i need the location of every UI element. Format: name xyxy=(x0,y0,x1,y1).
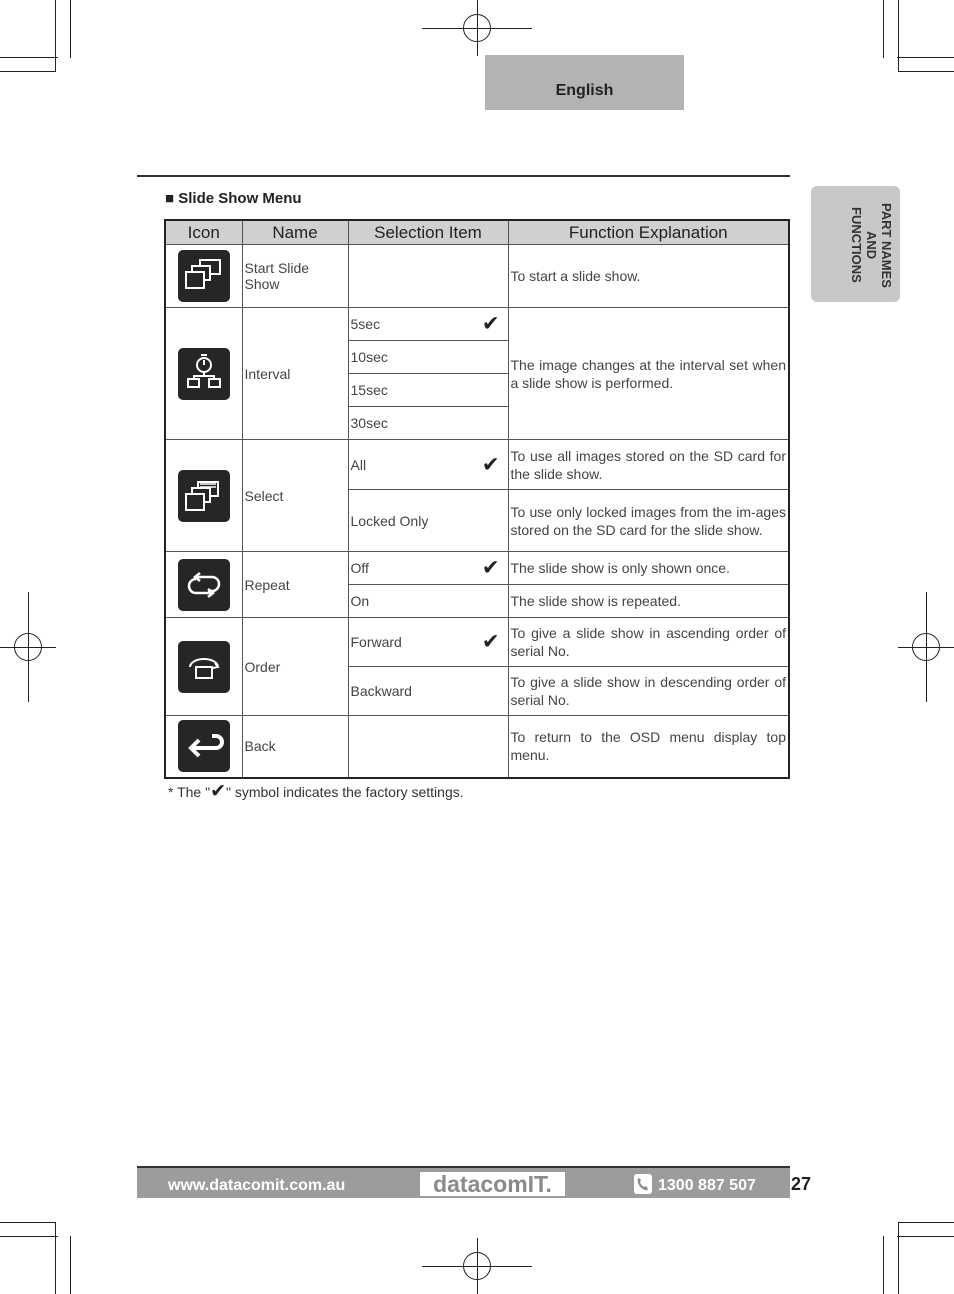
section-title: ■ Slide Show Menu xyxy=(165,190,302,207)
crop-mark xyxy=(55,1222,56,1294)
crop-mark xyxy=(70,1236,71,1294)
phone-number: 1300 887 507 xyxy=(658,1177,756,1194)
selection-item xyxy=(348,407,508,440)
registration-mark xyxy=(14,633,42,661)
selection-item xyxy=(348,585,508,618)
table-row xyxy=(165,552,789,585)
registration-mark xyxy=(463,14,491,42)
selection-item xyxy=(348,440,508,490)
explanation-cell: To give a slide show in ascending order of serial No. xyxy=(508,618,789,667)
icon-cell xyxy=(165,552,242,618)
header-icon: Icon xyxy=(165,220,242,245)
selection-item xyxy=(348,552,508,585)
table-row xyxy=(165,440,789,490)
order-icon xyxy=(178,641,230,693)
default-check-icon: ✔ xyxy=(481,556,500,580)
selection-item xyxy=(348,490,508,552)
crop-mark xyxy=(70,0,71,58)
selection-label: 5sec xyxy=(350,316,381,332)
icon-cell xyxy=(165,308,242,440)
selection-item xyxy=(348,308,508,341)
default-check-icon: ✔ xyxy=(481,312,500,336)
icon-cell xyxy=(165,618,242,716)
section-side-tab xyxy=(811,186,900,302)
explanation-cell: To use all images stored on the SD card for the slide show. xyxy=(508,440,789,490)
name-cell: Select xyxy=(242,440,348,552)
crop-mark xyxy=(0,71,56,72)
side-tab-label: PART NAMES AND FUNCTIONS xyxy=(849,202,894,288)
table-header-row xyxy=(165,220,789,245)
name-cell: Interval xyxy=(242,308,348,440)
repeat-icon xyxy=(178,559,230,611)
icon-cell xyxy=(165,245,242,308)
crop-mark xyxy=(55,0,56,72)
registration-mark xyxy=(912,633,940,661)
factory-settings-footnote xyxy=(168,780,464,803)
phone-icon xyxy=(634,1174,652,1194)
table-row xyxy=(165,716,789,778)
header-name: Name xyxy=(242,220,348,245)
check-icon: ✔ xyxy=(210,781,226,802)
selection-item xyxy=(348,667,508,716)
table-row xyxy=(165,618,789,667)
header-rule xyxy=(137,175,790,177)
header-selection-item: Selection Item xyxy=(348,220,508,245)
crop-mark xyxy=(897,1236,954,1237)
selection-item xyxy=(348,618,508,667)
slide-show-menu-table xyxy=(164,219,790,779)
crop-mark xyxy=(883,0,884,58)
footer-url[interactable]: www.datacomit.com.au xyxy=(168,1177,346,1194)
brand-logo: datacomIT. xyxy=(420,1172,565,1196)
crop-mark xyxy=(898,0,899,72)
back-arrow-icon xyxy=(178,720,230,772)
name-cell: Start Slide Show xyxy=(242,245,348,308)
table-row xyxy=(165,308,789,341)
crop-mark xyxy=(0,57,58,58)
selection-label: Off xyxy=(350,560,369,576)
footnote-suffix: " symbol indicates the factory settings. xyxy=(226,784,464,800)
interval-timer-icon xyxy=(178,348,230,400)
name-cell: Order xyxy=(242,618,348,716)
crop-mark xyxy=(883,1236,884,1294)
selection-label: Locked Only xyxy=(350,512,429,529)
registration-mark xyxy=(463,1252,491,1280)
crop-mark xyxy=(898,1222,954,1223)
crop-mark xyxy=(897,57,954,58)
selection-label: 10sec xyxy=(350,349,388,365)
footnote-prefix: * The " xyxy=(168,784,211,800)
select-images-icon xyxy=(178,470,230,522)
language-label: English xyxy=(555,82,614,99)
selection-label: 30sec xyxy=(350,415,388,431)
crop-mark xyxy=(898,71,954,72)
default-check-icon: ✔ xyxy=(481,453,500,476)
explanation-cell: To use only locked images from the im-ages stored on the SD card for the slide show. xyxy=(508,490,789,552)
name-cell: Back xyxy=(242,716,348,778)
selection-item xyxy=(348,374,508,407)
explanation-cell: To return to the OSD menu display top menu. xyxy=(508,716,789,778)
crop-mark xyxy=(0,1222,56,1223)
footer-bar xyxy=(137,1168,790,1198)
selection-item xyxy=(348,341,508,374)
explanation-cell: The slide show is only shown once. xyxy=(508,552,789,585)
header-function-explanation: Function Explanation xyxy=(508,220,789,245)
crop-mark xyxy=(898,1222,899,1294)
page-number: 27 xyxy=(791,1174,812,1194)
language-tab xyxy=(485,55,684,110)
table-row xyxy=(165,245,789,308)
selection-label: On xyxy=(350,593,370,609)
selection-cell xyxy=(348,716,508,778)
explanation-cell: To start a slide show. xyxy=(508,245,789,308)
icon-cell xyxy=(165,440,242,552)
explanation-cell: The slide show is repeated. xyxy=(508,585,789,618)
selection-label: Forward xyxy=(350,634,402,650)
selection-cell xyxy=(348,245,508,308)
explanation-cell: The image changes at the interval set when a slide show is performed. xyxy=(508,308,789,440)
name-cell: Repeat xyxy=(242,552,348,618)
selection-label: 15sec xyxy=(350,382,388,398)
icon-cell xyxy=(165,716,242,778)
crop-mark xyxy=(0,1236,58,1237)
default-check-icon: ✔ xyxy=(481,630,500,654)
selection-label: All xyxy=(350,456,367,473)
selection-label: Backward xyxy=(350,683,412,699)
start-slideshow-icon xyxy=(178,250,230,302)
explanation-cell: To give a slide show in descending order of serial No. xyxy=(508,667,789,716)
